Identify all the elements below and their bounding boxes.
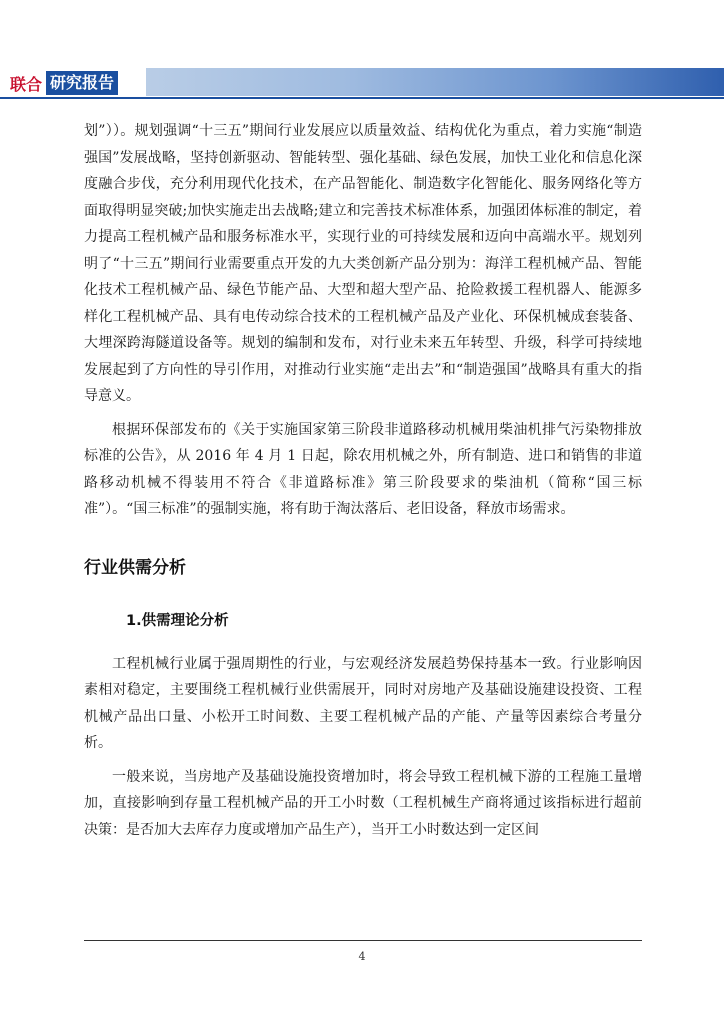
paragraph-investment-impact: 一般来说，当房地产及基础设施投资增加时，将会导致工程机械下游的工程施工量增加，直接影响到存量工程机械产品的开工小时数（工程机械生产商将通过该指标进行超前决策：是否加大去库存力度或增加产品生产），当开工小时数达到一定区间: [84, 768, 642, 838]
document-body: [84, 118, 642, 850]
paragraph-cyclical-industry: 工程机械行业属于强周期性的行业，与宏观经济发展趋势保持基本一致。行业影响因素相对稳定，主要围绕工程机械行业供需展开，同时对房地产及基础设施建设投资、工程机械产品出口量、小松开工时间数、主要工程机械产品的产能、产量等因素综合考量分析。: [84, 655, 642, 751]
brand-logo: [10, 70, 118, 96]
paragraph-plan-continuation: 划”））。规划强调“十三五”期间行业发展应以质量效益、结构优化为重点，着力实施“制造强国”发展战略，坚持创新驱动、智能转型、强化基础、绿色发展，加快工业化和信息化深度融合步伐，充分利用现代化技术，在产品智能化、制造数字化智能化、服务网络化等方面取得明显突破;加快实施走出去战略;建立和完善技术标准体系，加强团体标准的制定，着力提高工程机械产品和服务标准水平，实现行业的可持续发展和迈向中高端水平。规划列明了“十三五”期间行业需要重点开发的九大类创新产品分别为：海洋工程机械产品、智能化技术工程机械产品、绿色节能产品、大型和超大型产品、抢险救援工程机器人、能源多样化工程机械产品、具有电传动综合技术的工程机械产品及产业化、环保机械成套装备、大埋深跨海隧道设备等。规划的编制和发布，对行业未来五年转型、升级，科学可持续地发展起到了方向性的导引作用，对推动行业实施“走出去”和“制造强国”战略具有重大的指导意义。: [84, 123, 642, 404]
paragraph-emission-standard: 根据环保部发布的《关于实施国家第三阶段非道路移动机械用柴油机排气污染物排放标准的公告》，从 2016 年 4 月 1 日起，除农用机械之外，所有制造、进口和销售的非道路移动机械不得装用不符合《非道路标准》第三阶段要求的柴油机（简称“国三标准”）。“国三标准”的强制实施，将有助于淘汰落后、老旧设备，释放市场需求。: [84, 421, 642, 517]
report-header: [0, 0, 724, 100]
subsection-heading: 1.供需理论分析: [126, 612, 229, 629]
section-heading: 行业供需分析: [84, 557, 186, 578]
header-divider: [0, 97, 724, 99]
footer-divider: [84, 940, 642, 941]
page-number: 4: [358, 950, 366, 963]
brand-name-right: 研究报告: [46, 71, 118, 95]
brand-name-left: 联合: [10, 74, 43, 94]
header-gradient-bar: [146, 68, 724, 96]
